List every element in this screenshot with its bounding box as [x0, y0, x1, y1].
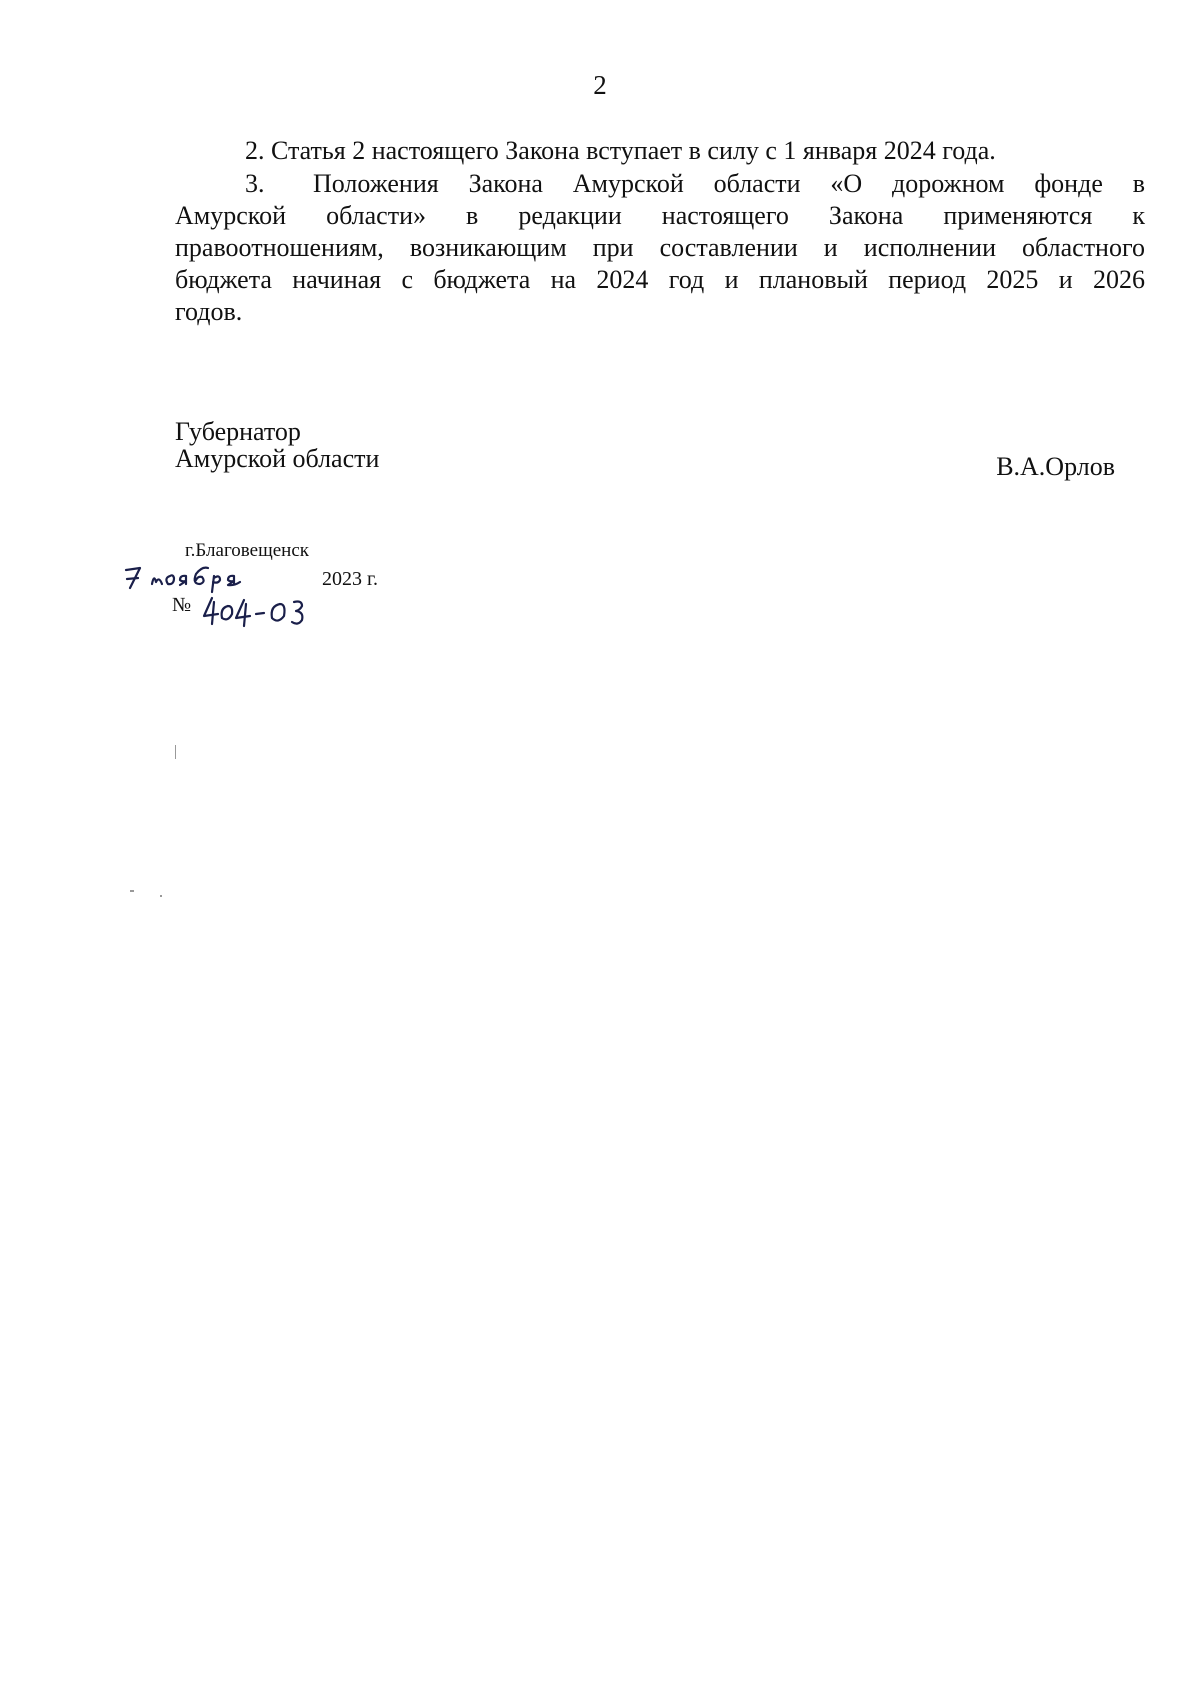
clause-2-text: Статья 2 настоящего Закона вступает в силу с 1 января 2024 года. — [271, 136, 996, 165]
clause-3-text: Положения Закона Амурской области «О дорожном фонде в Амурской области» в редакции настоящего Закона применяются к правоотношениям, возникающим при составлении и исполнении областного бюджета начиная с бюджета на 2024 год и плановый период 2025 и 2026 годов. — [175, 169, 1145, 326]
scan-artifact — [175, 745, 176, 759]
signatory-title-line2: Амурской области — [175, 444, 380, 473]
scan-artifact — [130, 890, 134, 892]
clause-2-number: 2. — [245, 136, 265, 165]
place-of-signing: г.Благовещенск — [185, 540, 309, 561]
clause-3-number: 3. — [245, 169, 265, 198]
signatory-name: В.А.Орлов — [996, 452, 1115, 481]
handwritten-number — [200, 592, 320, 632]
scan-artifact — [160, 895, 162, 897]
clause-2 — [175, 135, 1145, 167]
clause-3 — [175, 168, 1145, 328]
number-sign: № — [172, 594, 192, 616]
signatory-title — [175, 418, 379, 472]
number-row — [172, 592, 372, 632]
signatory-title-line1: Губернатор — [175, 417, 301, 446]
page-number: 2 — [593, 70, 607, 100]
year: 2023 г. — [322, 568, 378, 590]
